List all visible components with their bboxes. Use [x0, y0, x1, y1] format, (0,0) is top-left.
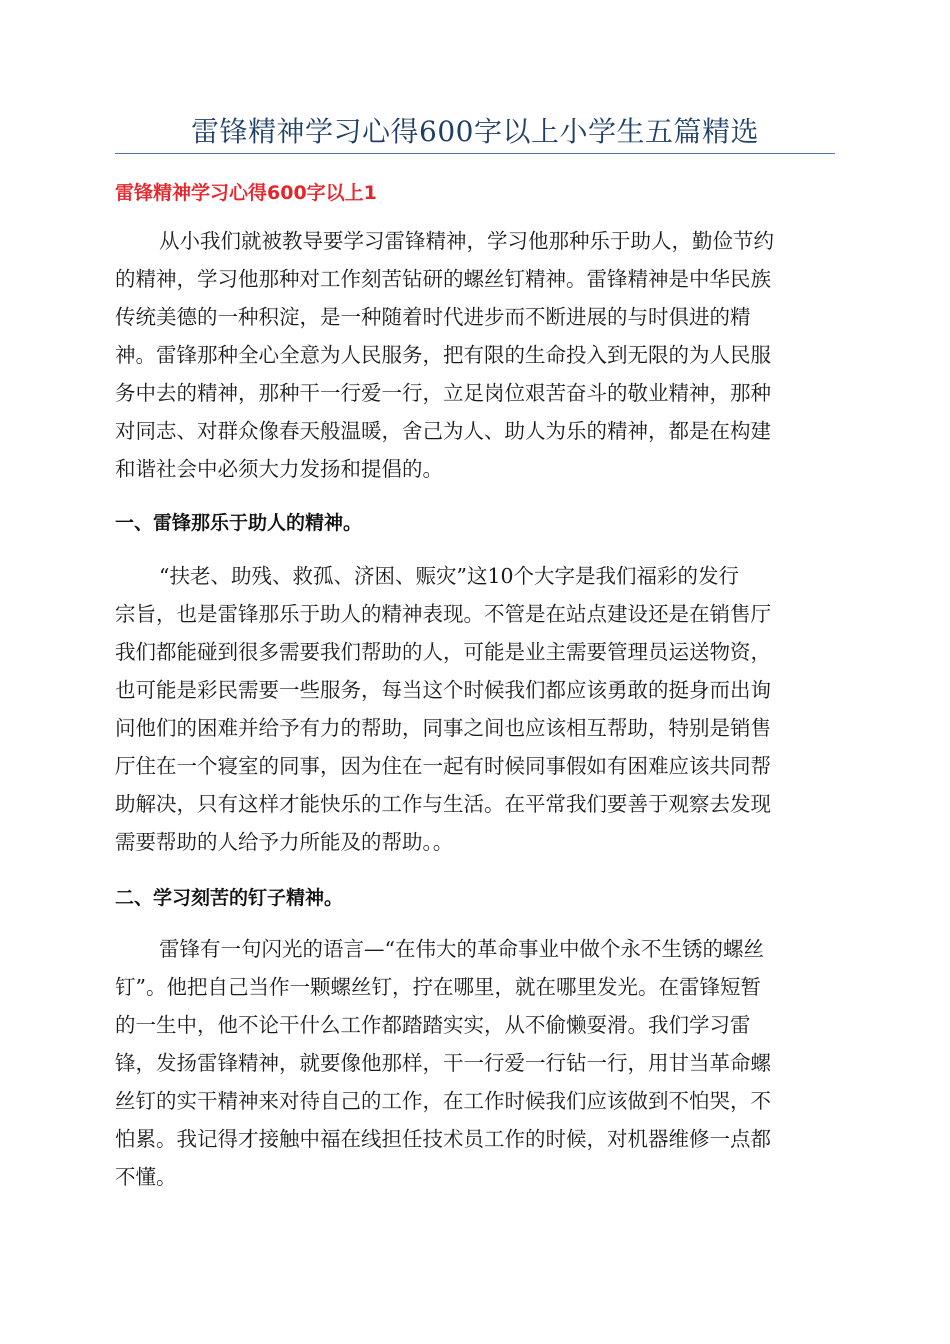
- paragraph-line: 也可能是彩民需要一些服务，每当这个时候我们都应该勇敢的挺身而出询: [115, 678, 771, 702]
- paragraph-line: 不懂。: [115, 1165, 177, 1189]
- paragraph-line: 从小我们就被教导要学习雷锋精神，学习他那种乐于助人，勤俭节约: [159, 229, 774, 253]
- paragraph-line: 神。雷锋那种全心全意为人民服务，把有限的生命投入到无限的为人民服: [115, 343, 771, 367]
- section-heading-3: 二、学习刻苦的钉子精神。: [115, 887, 344, 909]
- paragraph-line: 对同志、对群众像春天般温暖，舍己为人、助人为乐的精神，都是在构建: [115, 419, 771, 443]
- paragraph-line: 厅住在一个寝室的同事，因为住在一起有时候同事假如有困难应该共同帮: [115, 754, 771, 778]
- paragraph-line: 传统美德的一种积淀，是一种随着时代进步而不断进展的与时俱进的精: [115, 305, 751, 329]
- paragraph-line: 雷锋有一句闪光的语言—“在伟大的革命事业中做个永不生锈的螺丝: [159, 937, 764, 961]
- paragraph-line: 宗旨，也是雷锋那乐于助人的精神表现。不管是在站点建设还是在销售厅: [115, 602, 771, 626]
- paragraph-line: 和谐社会中必须大力发扬和提倡的。: [115, 457, 443, 481]
- section-heading-2: 一、雷锋那乐于助人的精神。: [115, 512, 363, 534]
- paragraph-line: 怕累。我记得才接触中福在线担任技术员工作的时候，对机器维修一点都: [115, 1127, 771, 1151]
- paragraph-3: [115, 930, 835, 1196]
- paragraph-line: 我们都能碰到很多需要我们帮助的人，可能是业主需要管理员运送物资，: [115, 640, 771, 664]
- paragraph-line: “扶老、助残、救孤、济困、赈灾”这10个大字是我们福彩的发行: [159, 564, 740, 588]
- paragraph-line: 助解决，只有这样才能快乐的工作与生活。在平常我们要善于观察去发现: [115, 792, 771, 816]
- paragraph-line: 的一生中，他不论干什么工作都踏踏实实，从不偷懒耍滑。我们学习雷: [115, 1013, 751, 1037]
- document-title: 雷锋精神学习心得600字以上小学生五篇精选: [191, 115, 759, 148]
- paragraph-line: 锋，发扬雷锋精神，就要像他那样，干一行爱一行钻一行，用甘当革命螺: [115, 1051, 771, 1075]
- section-heading-1: 雷锋精神学习心得600字以上1: [115, 182, 377, 204]
- paragraph-line: 需要帮助的人给予力所能及的帮助。。: [115, 830, 454, 854]
- paragraph-line: 务中去的精神，那种干一行爱一行，立足岗位艰苦奋斗的敬业精神，那种: [115, 381, 771, 405]
- paragraph-line: 问他们的困难并给予有力的帮助，同事之间也应该相互帮助，特别是销售: [115, 716, 771, 740]
- paragraph-2: [115, 557, 835, 861]
- paragraph-1: [115, 222, 835, 488]
- paragraph-line: 丝钉的实干精神来对待自己的工作，在工作时候我们应该做到不怕哭，不: [115, 1089, 771, 1113]
- paragraph-line: 钉”。他把自己当作一颗螺丝钉，拧在哪里，就在哪里发光。在雷锋短暂: [115, 975, 761, 999]
- title-underline: [115, 153, 835, 154]
- paragraph-line: 的精神，学习他那种对工作刻苦钻研的螺丝钉精神。雷锋精神是中华民族: [115, 267, 771, 291]
